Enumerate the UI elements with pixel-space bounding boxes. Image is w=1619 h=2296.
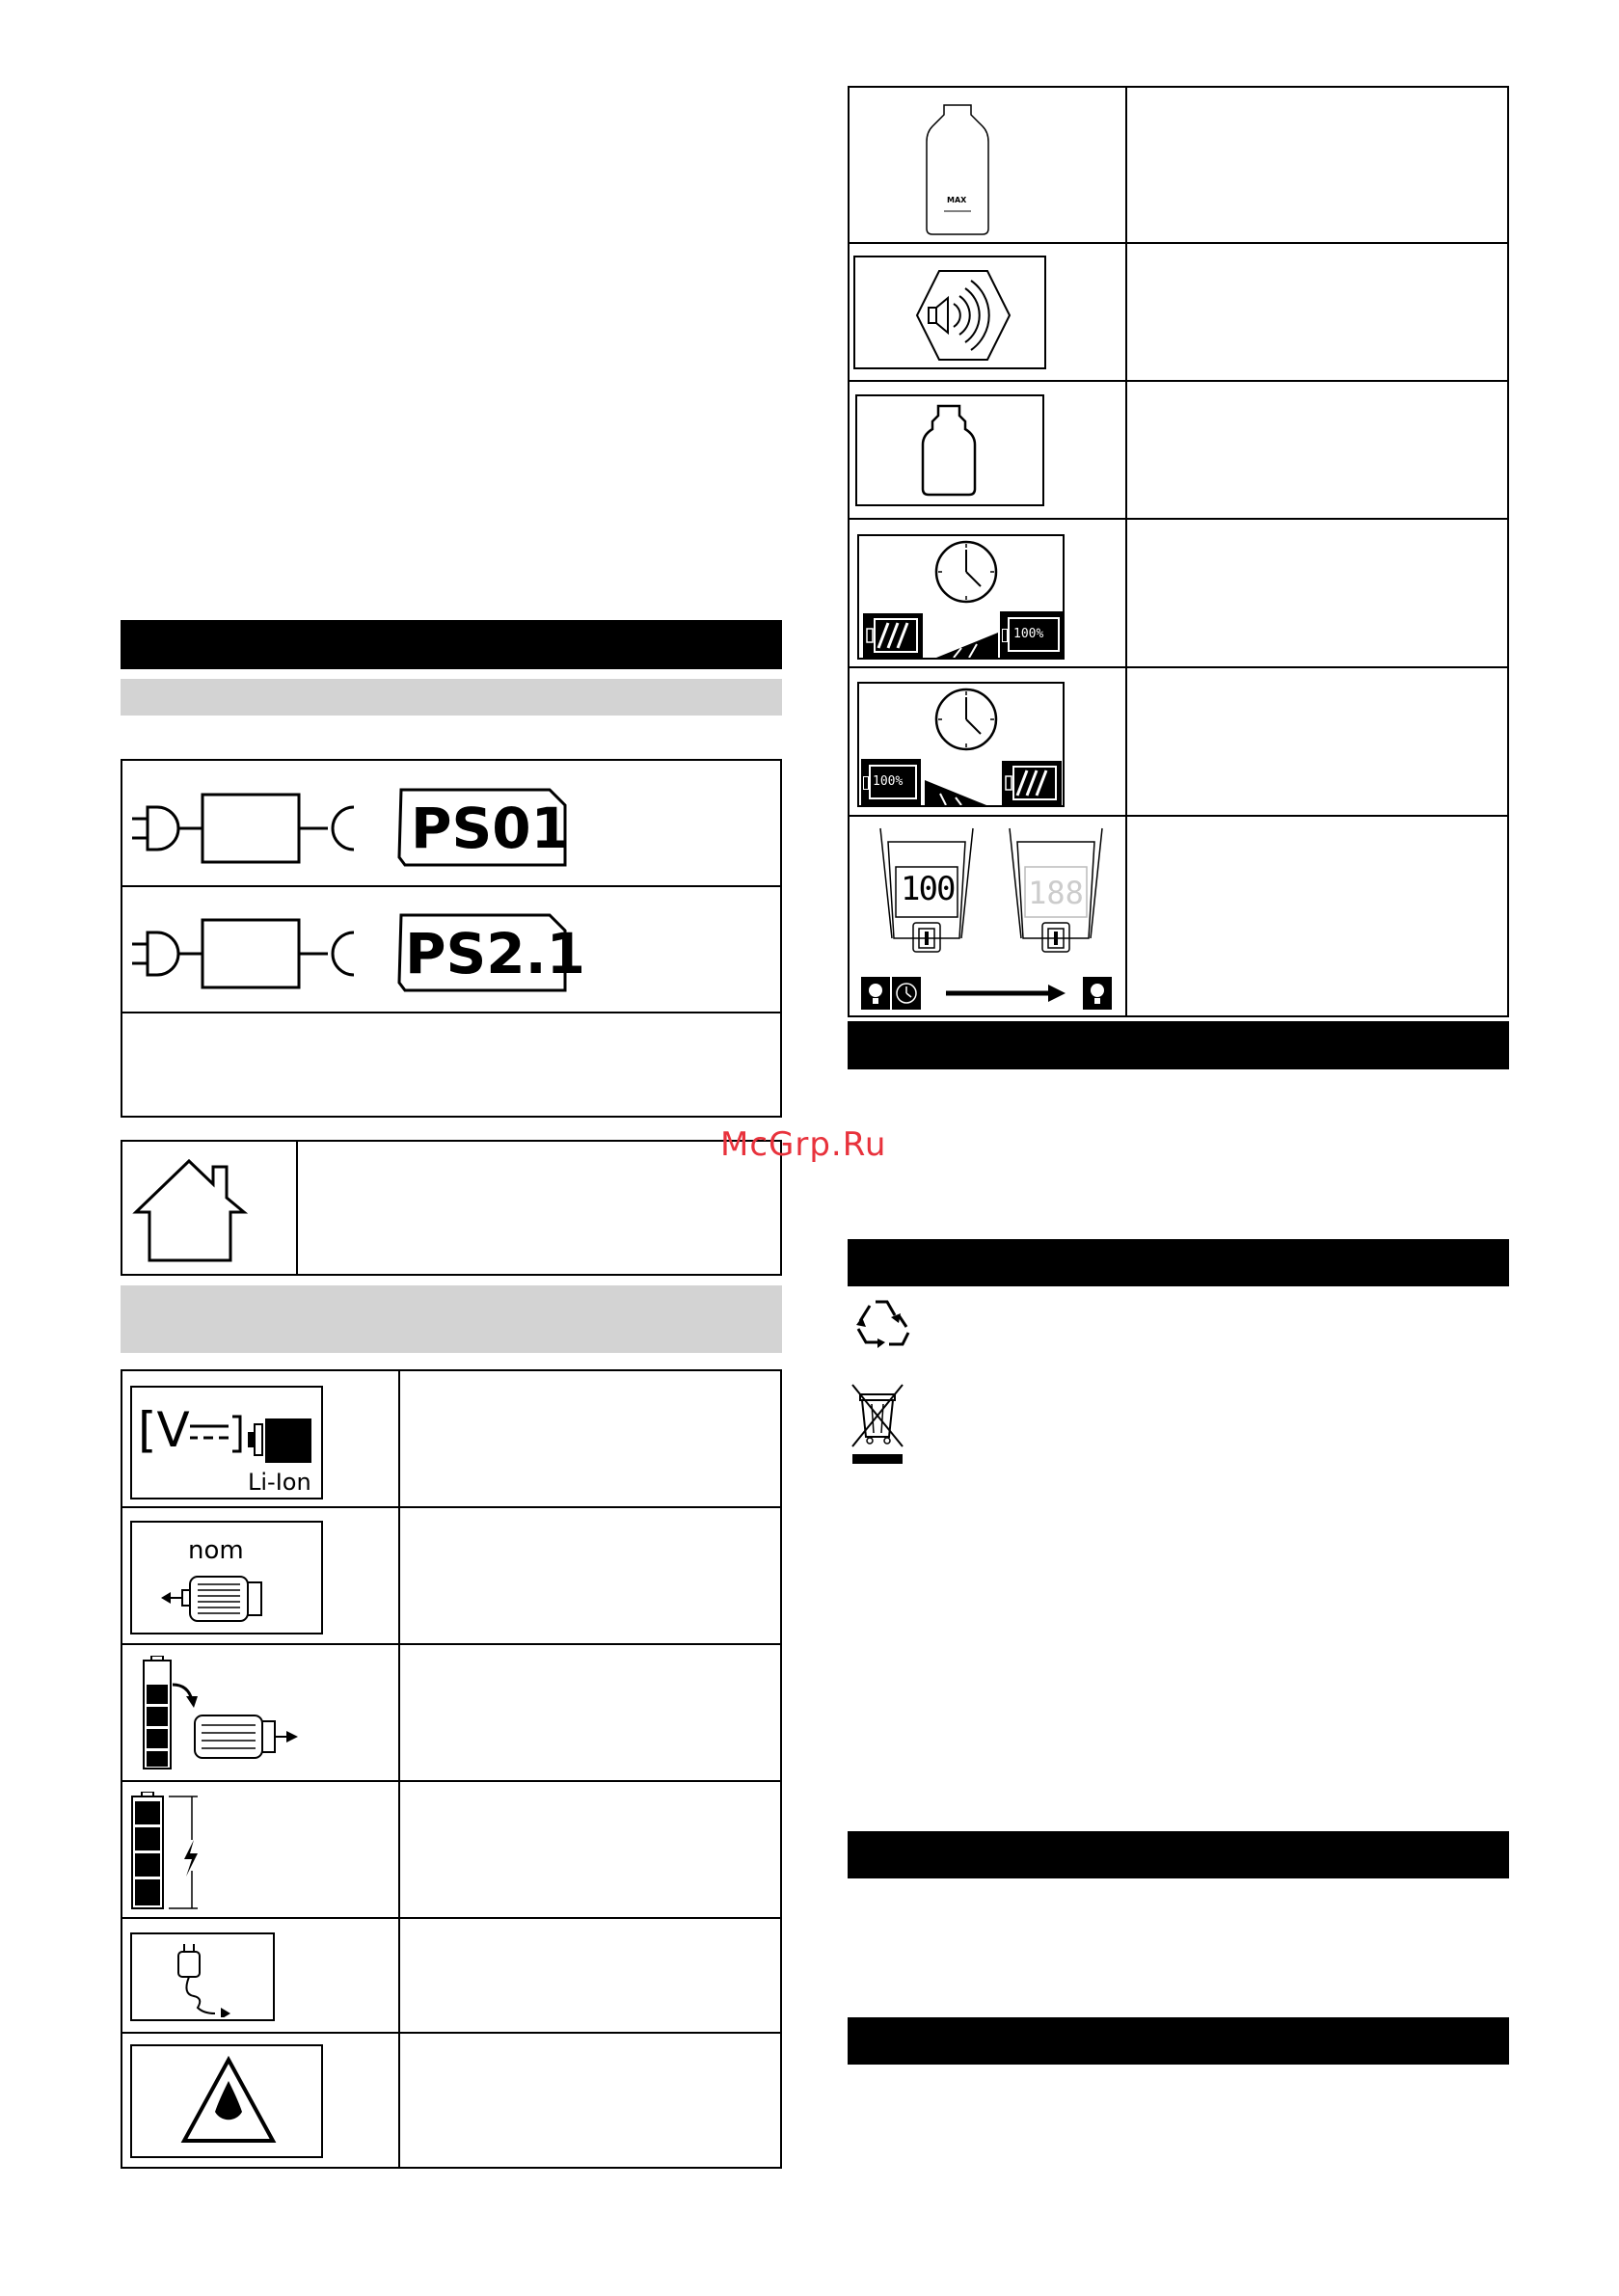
nom-label: nom <box>188 1536 244 1565</box>
section-heading-bar <box>848 1831 1509 1878</box>
nominal-motor-icon <box>130 1521 323 1634</box>
chemistry-label: Li-Ion <box>248 1469 311 1496</box>
display-value-label: 100 <box>901 870 955 908</box>
voltage-li-ion-battery-icon <box>130 1386 323 1499</box>
symbols-table-right <box>848 86 1509 1017</box>
charger-icon <box>130 1932 275 2021</box>
section-heading-bar <box>848 1021 1509 1069</box>
charging-percent-label: 100% <box>1013 627 1044 641</box>
runtime-percent-label: 100% <box>873 774 904 789</box>
display-brightness-icon <box>859 823 1120 1013</box>
tank-max-label: MAX <box>947 196 967 204</box>
svg-text:188: 188 <box>1028 875 1084 911</box>
recycling-icon <box>850 1296 914 1356</box>
ps-label-box <box>395 907 586 998</box>
weight-icon <box>855 394 1044 506</box>
section-heading-bar <box>848 1239 1509 1286</box>
power-supply-row <box>130 896 612 1004</box>
symbols-table-left <box>121 1369 782 2169</box>
power-supply-plug-icon <box>130 905 381 1002</box>
ps21-label: PS2.1 <box>405 921 586 986</box>
power-supply-row <box>130 770 612 878</box>
oil-warning-icon <box>130 2044 323 2158</box>
noise-level-icon <box>853 256 1046 369</box>
subsection-heading-bar <box>121 1285 782 1353</box>
charging-time-icon <box>857 534 1065 660</box>
voltage-label: [V <box>138 1402 190 1458</box>
section-heading-bar <box>121 620 782 669</box>
crossed-bin-icon <box>849 1381 906 1468</box>
battery-to-motor-icon <box>142 1656 306 1771</box>
tank-max-icon <box>921 103 998 238</box>
ps01-label: PS01 <box>411 796 570 861</box>
subsection-heading-bar <box>121 679 782 716</box>
watermark: McGrp.Ru <box>720 1125 887 1164</box>
section-heading-bar <box>848 2017 1509 2065</box>
house-icon <box>126 1149 252 1265</box>
runtime-icon <box>857 682 1065 807</box>
ps-label-box <box>395 782 569 873</box>
power-supply-plug-icon <box>130 780 381 877</box>
battery-capacity-icon <box>130 1792 217 1911</box>
power-supply-table <box>121 759 782 1118</box>
indoor-use-box <box>121 1140 782 1276</box>
